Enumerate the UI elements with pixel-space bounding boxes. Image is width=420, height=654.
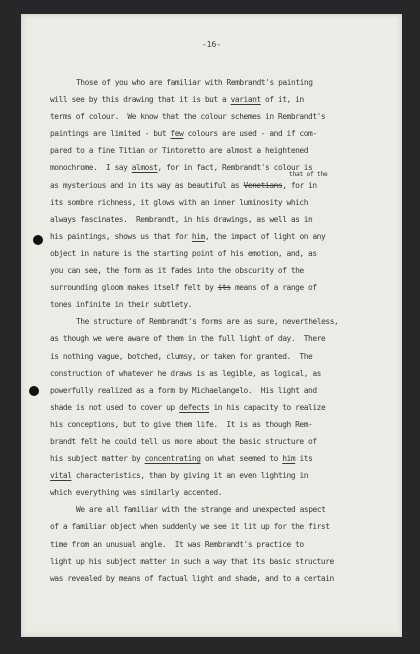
text-line — [50, 365, 392, 382]
text-line — [50, 553, 392, 570]
text-run: terms of colour. We know that the colour schemes in Rembrandt's — [50, 112, 326, 122]
text-run: of a familiar object when suddenly we see it lit up for the first — [50, 522, 330, 532]
text-run: brandt felt he could tell us more about the basic structure of — [50, 436, 317, 446]
underlined-word: him — [191, 231, 205, 241]
underlined-word: few — [170, 129, 184, 139]
text-run: its — [295, 454, 313, 464]
text-line — [50, 74, 392, 91]
text-line — [50, 536, 392, 553]
underlined-word: him — [282, 454, 296, 464]
text-run: characteristics, than by giving it an even lighting in — [71, 471, 309, 481]
text-run: shade is not used to cover up — [50, 402, 180, 412]
text-line — [50, 467, 392, 484]
text-run: , the impact of light on any — [204, 231, 326, 241]
text-line — [50, 91, 392, 108]
underlined-word: almost — [131, 163, 158, 173]
text-line — [50, 399, 392, 416]
binder-hole-lower — [29, 386, 39, 396]
text-run: you can see, the form as it fades into the obscurity of the — [50, 266, 304, 276]
text-run: will see by this drawing that it is but a — [50, 95, 231, 105]
text-line — [50, 108, 392, 125]
text-run: is nothing vague, botched, clumsy, or taken for granted. The — [50, 351, 313, 361]
struck-word: its — [217, 283, 231, 293]
text-line — [50, 313, 392, 330]
text-run: light up his subject matter in such a way that its basic structure — [50, 556, 334, 566]
text-run: , for in fact, Rembrandt's colour is — [157, 163, 313, 173]
text-line — [50, 501, 392, 518]
paragraph — [50, 74, 392, 313]
text-run: in his capacity to realize — [209, 402, 326, 412]
text-run: his conceptions, but to give them life. It is as though Rem- — [50, 419, 313, 429]
text-run: his paintings, shows us that for — [50, 231, 192, 241]
text-line — [50, 382, 392, 399]
text-line — [50, 296, 392, 313]
text-run: The structure of Rembrandt's forms are as sure, nevertheless, — [76, 317, 339, 327]
text-line — [50, 211, 392, 228]
text-line — [50, 518, 392, 535]
text-run: as though we were aware of them in the full light of day. There — [50, 334, 326, 344]
page-number: -16- — [201, 40, 222, 49]
text-run: surrounding gloom makes itself felt by — [50, 283, 218, 293]
underlined-word: defects — [179, 402, 210, 412]
paragraph — [50, 313, 392, 501]
text-run: on what seemed to — [200, 454, 283, 464]
underlined-word: concentrating — [144, 454, 201, 464]
underlined-word: variant — [230, 95, 261, 105]
text-run: his subject matter by — [50, 454, 145, 464]
text-line — [50, 416, 392, 433]
text-run: its sombre richness, it glows with an inner luminosity which — [50, 197, 309, 207]
struck-word: Venetians — [243, 180, 283, 190]
text-line — [50, 348, 392, 365]
text-run: means of a range of — [230, 283, 317, 293]
document-page — [21, 14, 402, 637]
text-run: powerfully realized as a form by Michaelangelo. His light and — [50, 385, 317, 395]
underlined-word: vital — [50, 471, 72, 481]
text-line — [50, 450, 392, 467]
text-run: always fascinates. Rembrandt, in his drawings, as well as in — [50, 214, 313, 224]
text-run: paintings are limited - but — [50, 129, 171, 139]
text-run: construction of whatever he draws is as legible, as logical, as — [50, 368, 321, 378]
text-run: of it, in — [260, 95, 304, 105]
text-line — [50, 433, 392, 450]
text-line — [50, 484, 392, 501]
binder-hole-upper — [33, 235, 43, 245]
text-line — [50, 245, 392, 262]
text-run: We are all familiar with the strange and unexpected aspect — [76, 505, 326, 515]
typed-body-text — [50, 74, 392, 587]
handwritten-insertion: that of the — [289, 170, 328, 178]
text-line — [50, 142, 392, 159]
text-run: Those of you who are familiar with Rembrandt's painting — [76, 78, 313, 87]
text-run: which everything was similarly accented. — [50, 488, 223, 498]
text-run: tones infinite in their subtlety. — [50, 300, 192, 310]
text-run: was revealed by means of factual light and shade, and to a certain — [50, 573, 334, 583]
text-line — [50, 125, 392, 142]
text-run: time from an unusual angle. It was Rembrandt's practice to — [50, 539, 304, 549]
text-run: , for in — [282, 180, 317, 190]
text-line — [50, 279, 392, 296]
text-run: monochrome. I say — [50, 163, 132, 173]
text-run: pared to a fine Titian or Tintoretto are almost a heightened — [50, 146, 309, 156]
text-run: object in nature is the starting point of his emotion, and, as — [50, 248, 317, 258]
text-run: colours are used - and if com- — [183, 129, 317, 139]
text-line — [50, 177, 392, 194]
text-line — [50, 194, 392, 211]
text-line — [50, 228, 392, 245]
text-line — [50, 570, 392, 587]
paragraph — [50, 501, 392, 586]
text-line — [50, 330, 392, 347]
text-line — [50, 159, 392, 176]
text-line — [50, 262, 392, 279]
text-run: as mysterious and in its way as beautiful as — [50, 180, 244, 190]
